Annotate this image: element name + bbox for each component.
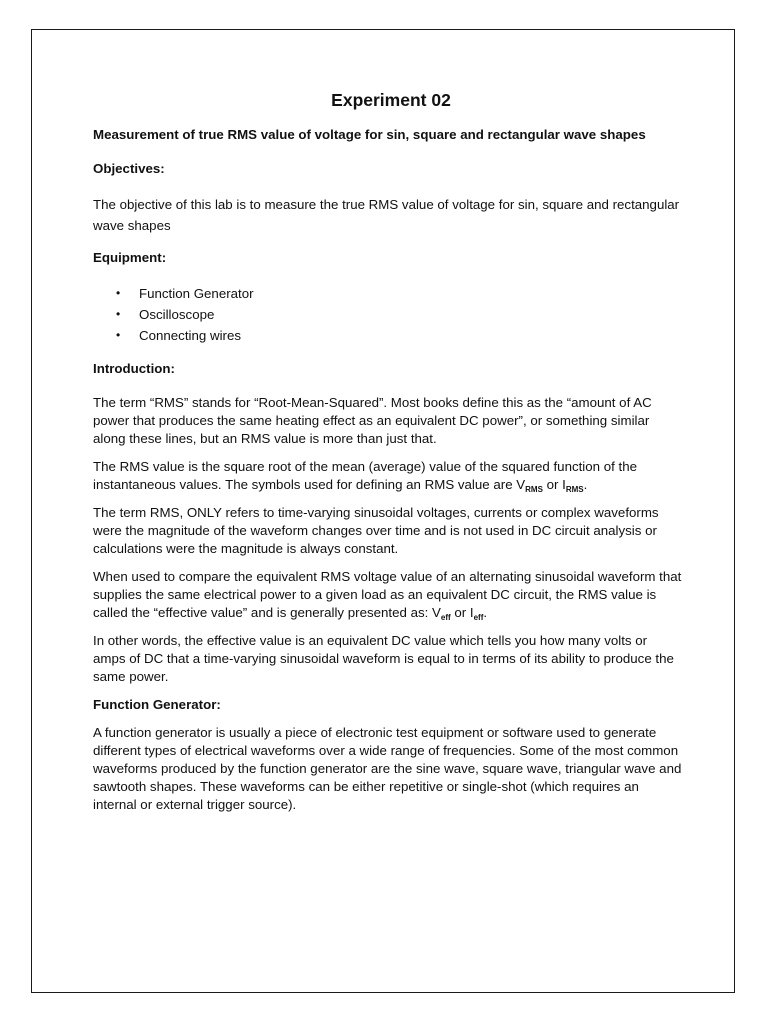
equipment-list — [93, 283, 683, 346]
list-item — [93, 283, 683, 304]
equipment-item-label: Function Generator — [139, 286, 254, 301]
list-item — [93, 304, 683, 325]
bullet-icon: • — [116, 328, 121, 342]
intro-paragraph-1: The term “RMS” stands for “Root-Mean-Squared”. Most books define this as the “amount of AC power that produces the same heating effect as an equivalent DC power”, or something similar along these lines, but an RMS value is more than just that. — [93, 395, 652, 446]
intro-paragraph-2 — [93, 458, 683, 494]
equipment-heading: Equipment: — [93, 250, 167, 265]
equipment-item-label: Oscilloscope — [139, 307, 215, 322]
list-item — [93, 325, 683, 346]
intro-p2-text: The RMS value is the square root of the mean (average) value of the squared function of the instantaneous values. The symbols used for defining an RMS value are V — [93, 459, 638, 492]
document-title: Experiment 02 — [331, 90, 451, 110]
intro-p2-period: . — [583, 477, 588, 492]
function-generator-heading: Function Generator: — [93, 697, 221, 712]
intro-paragraph-3: The term RMS, ONLY refers to time-varying sinusoidal voltages, currents or complex waveforms were the magnitude of the waveform changes over time and is not used in DC circuit analysis or calculations were the magnitude is always constant. — [93, 505, 659, 556]
rms-subscript: RMS — [525, 485, 543, 494]
experiment-subtitle: Measurement of true RMS value of voltage for sin, square and rectangular wave shapes — [93, 127, 646, 142]
function-generator-text: A function generator is usually a piece of electronic test equipment or software used to generate different types of electrical waveforms over a wide range of frequencies. Some of the most common waveforms produced by the function generator are the sine wave, square wave, triangular wave and sawtooth shapes. These waveforms can be either repetitive or single-shot (which requires an internal or external trigger source). — [93, 725, 682, 812]
intro-paragraph-4 — [93, 568, 683, 622]
eff-subscript: eff — [440, 613, 451, 622]
document-body — [93, 88, 683, 824]
equipment-item-label: Connecting wires — [139, 328, 241, 343]
eff-subscript: eff — [473, 613, 484, 622]
intro-p4-text: When used to compare the equivalent RMS voltage value of an alternating sinusoidal waveform that supplies the same electrical power to a given load as an equivalent DC circuit, the RMS value is called the “effective value” and is generally presented as: V — [93, 569, 682, 620]
objectives-heading: Objectives: — [93, 161, 165, 176]
bullet-icon: • — [116, 307, 121, 321]
intro-p2-text-or: or I — [542, 477, 566, 492]
intro-paragraph-5: In other words, the effective value is an equivalent DC value which tells you how many volts or amps of DC that a time-varying sinusoidal waveform is equal to in terms of its ability to produce the same power. — [93, 633, 674, 684]
objectives-text: The objective of this lab is to measure the true RMS value of voltage for sin, square and rectangular wave shapes — [93, 197, 680, 233]
introduction-heading: Introduction: — [93, 361, 175, 376]
rms-subscript: RMS — [565, 485, 584, 494]
intro-p4-text-or: or I — [450, 605, 474, 620]
bullet-icon: • — [116, 286, 121, 300]
intro-p4-period: . — [483, 605, 488, 620]
